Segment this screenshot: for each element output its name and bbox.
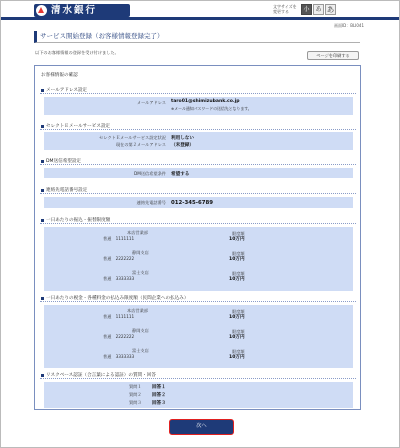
transfer-account-1: 普通 1111111 — [103, 236, 135, 241]
tax-limit-box — [44, 305, 353, 368]
phone-label: 連絡先電話番号 — [136, 200, 166, 205]
risk-auth-box — [44, 382, 353, 408]
risk-question-2: 質問２ — [129, 392, 142, 397]
phone-section-heading: 連絡先電話番号設定 — [40, 187, 356, 194]
header — [1, 1, 399, 20]
tax-limit-label-3: 限度額 — [232, 349, 245, 354]
text-size-medium-button[interactable]: あ — [313, 4, 324, 15]
print-page-button[interactable]: ページを印刷する — [307, 51, 359, 60]
email-box — [44, 97, 353, 115]
intro-text: 以下のお客様情報の登録を受け付けました。 — [35, 50, 119, 55]
email-note: ※メール通知パスワードの送信先となります。 — [171, 106, 252, 111]
tax-limit-value-3: 10万円 — [229, 355, 245, 360]
transfer-branch-1: 本店営業部 — [127, 230, 148, 235]
dm-label: DM送信希望条件 — [134, 171, 166, 176]
dm-section-heading: DM送信希望設定 — [40, 158, 356, 165]
risk-answer-3: 回答３ — [152, 400, 166, 406]
next-button[interactable]: 次へ — [169, 419, 234, 435]
transfer-limit-box — [44, 227, 353, 291]
email-label: メールアドレス — [136, 100, 166, 105]
bank-logo-text: 清水銀行 — [51, 5, 98, 16]
risk-question-1: 質問１ — [129, 384, 142, 389]
bank-logo[interactable] — [34, 4, 130, 17]
email-section-heading: メールアドレス設定 — [40, 87, 356, 94]
transfer-limit-label-1: 限度額 — [232, 231, 245, 236]
transfer-limit-label-2: 限度額 — [232, 251, 245, 256]
text-size-label: 文字サイズを変更する — [273, 4, 297, 14]
tax-limit-label-2: 限度額 — [232, 329, 245, 334]
transfer-account-2: 普通 2222222 — [103, 256, 135, 261]
dm-box — [44, 168, 353, 178]
select-email-status-value: 利用しない — [171, 135, 194, 141]
email-value: taro01@shimizubank.co.jp — [171, 98, 240, 104]
risk-answer-2: 回答２ — [152, 392, 166, 398]
confirm-heading: お客様情報の確認 — [41, 73, 78, 78]
tax-branch-3: 富士支店 — [132, 348, 149, 353]
transfer-branch-2: 静岡支店 — [132, 250, 149, 255]
tax-limit-value-1: 10万円 — [229, 315, 245, 320]
tax-limit-section-heading: 一日あたりの税金・各種料金の払込み限度額（民間企業への払込み） — [40, 295, 356, 302]
transfer-branch-3: 富士支店 — [132, 270, 149, 275]
second-email-value: （未登録） — [171, 142, 194, 148]
transfer-limit-label-3: 限度額 — [232, 271, 245, 276]
phone-box — [44, 197, 353, 208]
risk-answer-1: 回答１ — [152, 384, 166, 390]
risk-question-3: 質問３ — [129, 400, 142, 405]
tax-account-2: 普通 2222222 — [103, 334, 135, 339]
risk-auth-section-heading: リスクベース認証（合言葉による認証）の質問・回答 — [40, 372, 356, 379]
second-email-label: 現在の第２メールアドレス — [115, 142, 166, 147]
bank-logo-mark-icon — [36, 5, 47, 16]
tax-limit-label-1: 限度額 — [232, 309, 245, 314]
phone-value: 012-345-6789 — [171, 199, 213, 206]
tax-branch-1: 本店営業部 — [127, 308, 148, 313]
transfer-limit-section-heading: 一日あたりの振込・振替限度額 — [40, 217, 356, 224]
select-email-box — [44, 132, 353, 150]
text-size-large-button[interactable]: あ — [326, 5, 335, 14]
select-email-status-label: セレクトＥメールサービス設定状況 — [99, 135, 166, 140]
tax-branch-2: 静岡支店 — [132, 328, 149, 333]
page-title: サービス開始登録（お客様情報登録完了） — [34, 31, 360, 43]
tax-account-3: 普通 3333333 — [103, 354, 135, 359]
dm-value: 希望する — [171, 171, 190, 177]
transfer-limit-value-1: 10万円 — [229, 237, 245, 242]
text-size-small-button[interactable]: 小 — [301, 4, 312, 15]
transfer-limit-value-2: 10万円 — [229, 257, 245, 262]
screen-id: 画面ID：BLI041 — [333, 23, 364, 28]
transfer-account-3: 普通 3333333 — [103, 276, 135, 281]
select-email-section-heading: セレクトＥメールサービス設定 — [40, 123, 356, 130]
tax-account-1: 普通 1111111 — [103, 314, 135, 319]
tax-limit-value-2: 10万円 — [229, 335, 245, 340]
transfer-limit-value-3: 10万円 — [229, 277, 245, 282]
